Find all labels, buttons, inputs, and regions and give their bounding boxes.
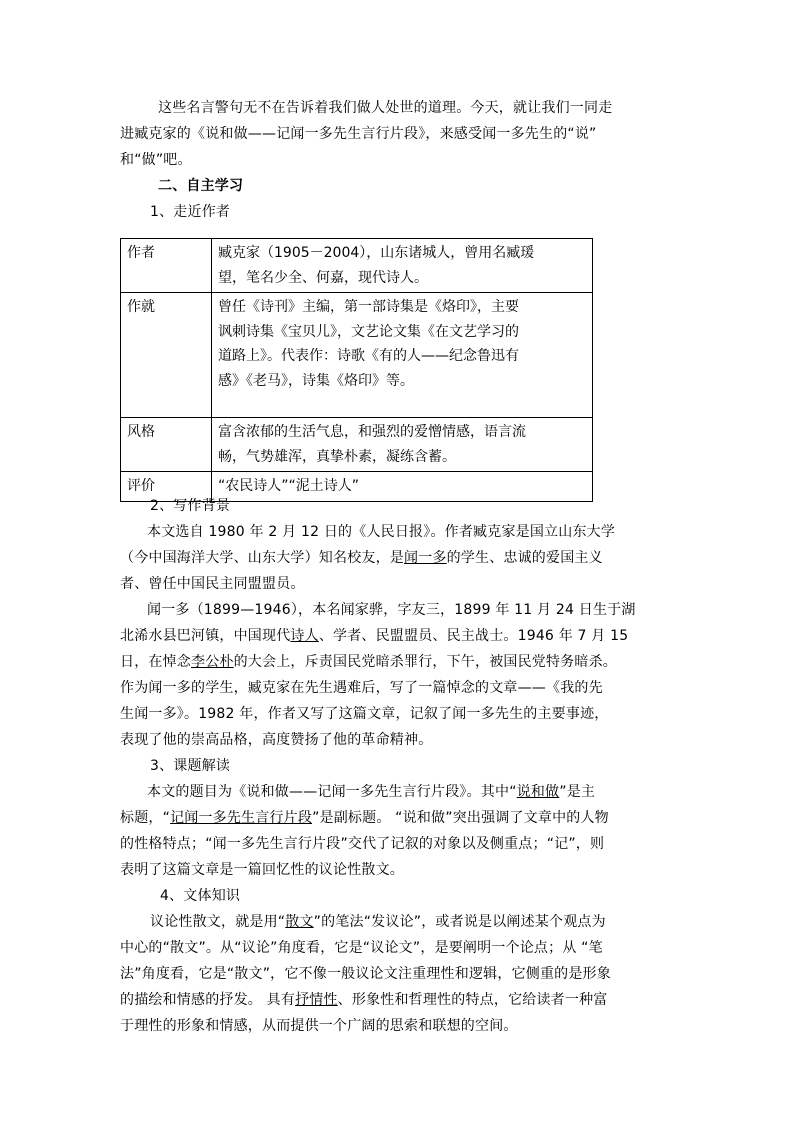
subheading-genre: 4、文体知识 (160, 888, 241, 904)
section-heading-self-study: 二、自主学习 (158, 178, 244, 194)
subheading-background: 2、写作背景 (150, 498, 231, 514)
title-line-3: 的性格特点；“闻一多先生言行片段”交代了记叙的对象以及侧重点；“记”，则 (120, 836, 605, 852)
row-value: 富含浓郁的生活气息，和强烈的爱憎情感，语言流 畅，气势雄浑，真挚朴素，凝练含蓄。 (212, 418, 593, 472)
link-lyric[interactable]: 抒情性 (295, 992, 338, 1008)
bg-line-4: 闻一多（1899—1946），本名闻家骅，字友三，1899 年 11 月 24 日生于湖 (147, 602, 636, 618)
link-poet[interactable]: 诗人 (290, 628, 319, 644)
bg-line-3: 者、曾任中国民主同盟盟员。 (120, 576, 305, 592)
intro-line-1: 这些名言警句无不在告诉着我们做人处世的道理。今天，就让我们一同走 (158, 100, 613, 116)
link-subtitle[interactable]: 记闻一多先生言行片段 (170, 810, 313, 826)
link-sanwen[interactable]: 散文 (285, 914, 314, 930)
row-value: 臧克家（1905－2004），山东诸城人，曾用名臧瑗 望，笔名少全、何嘉，现代诗人。 (212, 239, 593, 293)
title-line-4: 表明了这篇文章是一篇回忆性的议论性散文。 (120, 862, 404, 878)
author-table (120, 238, 593, 502)
bg-line-8: 生闻一多》。1982 年，作者又写了这篇文章，记叙了闻一多先生的主要事迹， (120, 706, 609, 722)
bg-line-9: 表现了他的崇高品格，高度赞扬了他的革命精神。 (120, 732, 433, 748)
genre-line-4: 的描绘和情感的抒发。 具有抒情性、形象性和哲理性的特点，它给读者一种富 (120, 992, 608, 1008)
subheading-author: 1、走近作者 (150, 204, 231, 220)
row-key: 风格 (121, 418, 212, 472)
bg-line-6: 日，在悼念李公朴的大会上，斥责国民党暗杀罪行，下午，被国民党特务暗杀。 (120, 654, 618, 670)
intro-line-3: 和“做”吧。 (120, 152, 192, 168)
intro-line-2: 进臧克家的《说和做——记闻一多先生言行片段》，来感受闻一多先生的“说” (120, 126, 597, 142)
table-row (121, 418, 593, 472)
link-li-gongpu[interactable]: 李公朴 (191, 654, 234, 670)
bg-line-7: 作为闻一多的学生，臧克家在先生遇难后，写了一篇悼念的文章——《我的先 (120, 680, 603, 696)
row-value: “农民诗人”“泥土诗人” (212, 472, 593, 502)
bg-line-5: 北浠水县巴河镇，中国现代诗人、学者、民盟盟员、民主战士。1946 年 7 月 15 (120, 628, 629, 644)
genre-line-1: 议论性散文，就是用“散文”的笔法“发议论”，或者说是以阐述某个观点为 (150, 914, 606, 930)
row-key: 作就 (121, 293, 212, 418)
row-key: 评价 (121, 472, 212, 502)
link-wen-yiduo[interactable]: 闻一多 (404, 550, 447, 566)
subheading-title: 3、课题解读 (150, 758, 231, 774)
bg-line-1: 本文选自 1980 年 2 月 12 日的《人民日报》。作者臧克家是国立山东大学 (147, 524, 616, 540)
row-key: 作者 (121, 239, 212, 293)
table-row (121, 293, 593, 418)
table-row (121, 239, 593, 293)
title-line-1: 本文的题目为《说和做——记闻一多先生言行片段》。其中“说和做”是主 (147, 784, 596, 800)
bg-line-2: （今中国海洋大学、山东大学）知名校友，是闻一多的学生、忠诚的爱国主义 (120, 550, 603, 566)
genre-line-3: 法”角度看，它是“散文”，它不像一般议论文注重理性和逻辑，它侧重的是形象 (120, 966, 611, 982)
genre-line-5: 于理性的形象和情感，从而提供一个广阔的思索和联想的空间。 (120, 1018, 518, 1034)
genre-line-2: 中心的“散文”。从“议论”角度看，它是“议论文”，是要阐明一个论点；从 “笔 (120, 940, 603, 956)
link-shuo-he-zuo[interactable]: 说和做 (516, 784, 560, 800)
row-value: 曾任《诗刊》主编，第一部诗集是《烙印》，主要 讽刺诗集《宝贝儿》，文艺论文集《在文艺学习的 道路上》。代表作：诗歌《有的人——纪念鲁迅有 感》《老马》，诗集《烙印》等。 (212, 293, 593, 418)
title-line-2: 标题，“记闻一多先生言行片段”是副标题。 “说和做”突出强调了文章中的人物 (120, 810, 609, 826)
